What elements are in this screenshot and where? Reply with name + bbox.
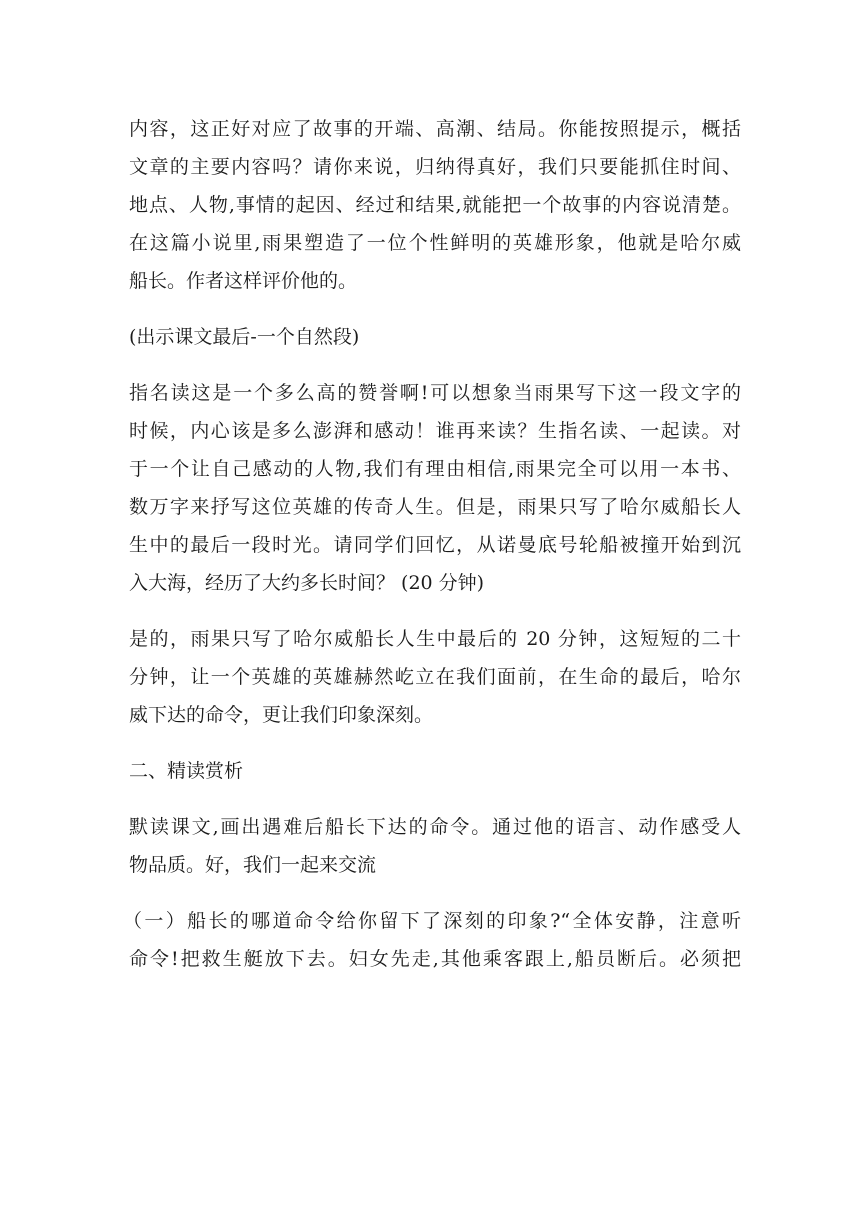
text-line: （一）船长的哪道命令给你留下了深刻的印象?“全体安静，注意听 bbox=[123, 910, 741, 932]
text-line: 威下达的命令，更让我们印象深刻。 bbox=[129, 704, 434, 726]
text-line: 指名读这是一个多么高的赞誉啊!可以想象当雨果写下这一段文字的 bbox=[129, 382, 741, 404]
text-line: 于一个让自己感动的人物,我们有理由相信,雨果完全可以用一本书、 bbox=[129, 458, 741, 480]
text-line: 在这篇小说里,雨果塑造了一位个性鲜明的英雄形象，他就是哈尔威 bbox=[129, 232, 741, 254]
text-line: 生中的最后一段时光。请同学们回忆，从诺曼底号轮船被撞开始到沉 bbox=[129, 534, 741, 556]
paragraph bbox=[129, 620, 741, 734]
paragraph bbox=[123, 902, 741, 978]
text-line: 数万字来抒写这位英雄的传奇人生。但是，雨果只写了哈尔威船长人 bbox=[129, 496, 741, 518]
paragraph bbox=[129, 808, 741, 884]
text-line: 地点、人物,事情的起因、经过和结果,就能把一个故事的内容说清楚。 bbox=[129, 194, 741, 216]
paragraph bbox=[129, 110, 741, 300]
text-line: 船长。作者这样评价他的。 bbox=[129, 270, 358, 292]
document-page bbox=[123, 110, 741, 996]
paragraph bbox=[129, 374, 741, 602]
text-line: 入大海，经历了大约多长时间？ (20 分钟) bbox=[129, 572, 485, 594]
text-line: (出示课文最后-一个自然段) bbox=[129, 326, 360, 348]
text-line: 二、精读赏析 bbox=[129, 760, 244, 782]
paragraph bbox=[129, 318, 741, 356]
text-line: 内容，这正好对应了故事的开端、高潮、结局。你能按照提示，概括 bbox=[129, 118, 741, 140]
text-line: 命令!把救生艇放下去。妇女先走,其他乘客跟上,船员断后。必须把 bbox=[129, 948, 741, 970]
text-line: 是的，雨果只写了哈尔威船长人生中最后的 20 分钟，这短短的二十 bbox=[129, 628, 741, 650]
text-line: 分钟，让一个英雄的英雄赫然屹立在我们面前，在生命的最后，哈尔 bbox=[129, 666, 741, 688]
paragraph bbox=[129, 752, 741, 790]
text-line: 文章的主要内容吗？请你来说，归纳得真好，我们只要能抓住时间、 bbox=[129, 156, 741, 178]
text-line: 时候，内心该是多么澎湃和感动！谁再来读？生指名读、一起读。对 bbox=[129, 420, 741, 442]
text-line: 物品质。好，我们一起来交流 bbox=[129, 854, 377, 876]
text-line: 默读课文,画出遇难后船长下达的命令。通过他的语言、动作感受人 bbox=[129, 816, 741, 838]
